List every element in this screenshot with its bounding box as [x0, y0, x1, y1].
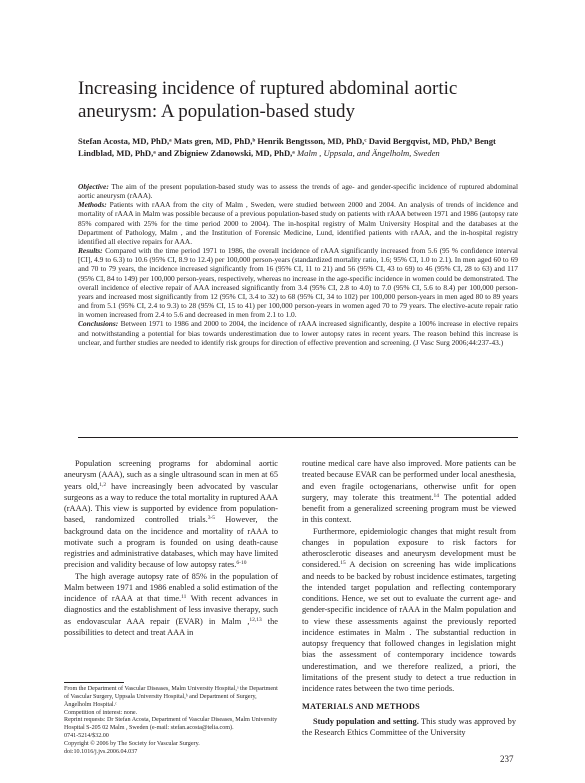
results-label: Results: — [78, 246, 103, 256]
text-run: A decision on screening has wide implications and needs to be backed by robust incidence estimates, targeting the intended target population and reflecting contemporary conditions. Hence, we set out to evaluate the current age- and gender-specific incidence of rAAA in the Malm population and to view these assessments against the previously reported incidence estimates in Malm . The substantial reduction in autopsy frequency that followed changes in legislation might bias the assessment of contemporary incidence towards underestimation, and we therefore realized, a priori, the limitations of the present study to detect a true reduction in incidence rates between the two time periods. — [302, 560, 516, 693]
text-run: With recent advances in diagnostics and the establishment of less invasive therapy, such as endovascular AAA repair (EVAR) in Malm , — [64, 594, 278, 626]
author-affiliations: Malm , Uppsala, and Ängelholm, Sweden — [296, 147, 440, 158]
footnotes — [64, 686, 278, 757]
text-run: routine medical care have also improved. More patients can be treated because EVAR can be performed under local anesthesia, and even fragile octogenarians, otherwise unfit for open surgery, may tolerate this treatment. — [302, 459, 516, 502]
intro-paragraph-1 — [64, 458, 278, 571]
text-run: Population screening programs for abdominal aortic aneurysm (AAA), such as a single ultrasound scan in men at 65 years old, — [64, 459, 278, 491]
footnote-copyright: Copyright © 2006 by The Society for Vascular Surgery. — [64, 740, 200, 747]
text-run: The high average autopsy rate of 85% in the population of Malm between 1971 and 1986 enabled a solid estimation of the incidence of rAAA at that time. — [64, 571, 278, 603]
objective-text: The aim of the present population-based study was to assess the trends of age- and gender-specific incidence of ruptured abdominal aortic aneurysm (rAAA). — [78, 182, 519, 201]
citation: 11 — [181, 594, 187, 600]
abstract-conclusions — [78, 319, 518, 346]
citation: 1,2 — [99, 481, 107, 488]
intro-paragraph-2 — [64, 571, 278, 639]
intro-paragraph-4 — [302, 526, 516, 695]
intro-paragraph-3 — [302, 458, 516, 526]
methods-label: Methods: — [78, 200, 107, 210]
text-run: The potential added benefit from a generalized screening program must be viewed in this context. — [302, 492, 516, 525]
run-in-heading: Study population and setting. — [313, 716, 419, 726]
text-run: This study was approved by the Research Ethics Committee of the University — [302, 716, 516, 737]
citation: 12,13 — [249, 616, 262, 623]
footnote-reprint: Reprint requests: Dr Stefan Acosta, Department of Vascular Diseases, Malm University Hospital S-205 02 Malm , Sweden (e-mail: stefan.acosta@telia.com). — [64, 717, 278, 732]
footnote-doi: doi:10.1016/j.jvs.2006.04.037 — [64, 748, 138, 755]
abstract-methods — [78, 200, 518, 246]
body-column-right — [302, 458, 516, 738]
citation: 6-10 — [236, 560, 247, 567]
footnote-competition: Competition of interest: none. — [64, 709, 138, 716]
abstract — [78, 182, 518, 347]
author-list — [78, 136, 518, 159]
objective-label: Objective: — [78, 182, 109, 191]
results-text: Compared with the time period 1971 to 1986, the overall incidence of rAAA significantly increased from 5.6 (95 % confidence interval [CI], 4.9 to 6.3) to 10.6 (95% CI, 8.9 to 12.4) per 100,000 person-years (standardized mortality ratio, 1.6; 95% CI, 1.0 to 2.1). In men aged 60 to 69 and 70 to 79 years, the incidence increased significantly from 16 (95% CI, 11 to 21) and 56 (95% CI, 43 to 69) to 46 (95% CI, 28 to 63) and 117 (95% CI, 84 to 149) per 100,000 person-years, respectively, whereas no increase in the age-specific incidence in women could be demonstrated. The overall incidence of elective repair of AAA increased significantly from 3.4 (95% CI, 2.8 to 4.0) to 7.0 (95% CI, 5.6 to 8.4) per 100,000 person-years and increased most significantly from 12 (95% CI, 3.4 to 32) to 68 (95% CI, 34 to 102) per 100,000 person-years in men aged 80 to 89 years and from 5.1 (95% CI, 2.4 to 9.3) to 28 (95% CI, 15 to 41) per 100,000 person-years in women aged 70 to 79 years. The elective-acute repair ratio in women increased from 2.4 to 5.6 and decreased in men from 2.1 to 1.0. — [78, 246, 518, 320]
text-run: However, the background data on the incidence and mortality of rAAA to motivate such a program is founded on using death-cause registries and administrative databases, which may have limited precision and validity because of low autopsy rates. — [64, 515, 278, 570]
conclusions-text: Between 1971 to 1986 and 2000 to 2004, the incidence of rAAA increased significantly, despite a 100% increase in elective repairs and notwithstanding a potential for bias towards underestimation due to lower autopsy rates in recent years. The reason behind this increase is unclear, and further studies are needed to identify risk groups for direction of effective prevention and screening. (J Vasc Surg 2006;44:237-43.) — [78, 319, 518, 347]
text-run: the possibilities to detect and treat AAA in — [64, 616, 278, 637]
body-column-left — [64, 458, 278, 638]
footnote-issn: 0741-5214/$32.00 — [64, 733, 109, 740]
methods-text: Patients with rAAA from the city of Malm , Sweden, were studied between 2000 and 2004. An analysis of trends of incidence and mortality of rAAA in Malm was possible because of a previous population-based study on patients with rAAA between 1971 and 1986 (autopsy rate 85% compared with 25% for the time period 2000 to 2004). The in-hospital registry of Malm University Hospital and the databases at the Department of Pathology, Malm , and the Institution of Forensic Medicine, Lund, identified patients with rAAA, and the in-hospital registry identified all elective repairs for AAA. — [78, 200, 518, 246]
author-names: Stefan Acosta, MD, PhD,ᵃ Mats gren, MD, PhD,ᵇ Henrik Bengtsson, MD, PhD,ᶜ David Bergqvist, MD, PhD,ᵇ Bengt Lindblad, MD, PhD,ᵃ and Zbigniew Zdanowski, MD, PhD,ᵃ — [78, 136, 496, 158]
abstract-divider — [78, 437, 518, 438]
abstract-results — [78, 246, 518, 319]
footnote-divider — [64, 682, 124, 683]
text-run: Furthermore, epidemiologic changes that might result from changes in population exposure to risk factors for atherosclerotic diseases and aneurysm development must be considered. — [302, 526, 516, 570]
article-title: Increasing incidence of ruptured abdominal aortic aneurysm: A population-based study — [78, 78, 458, 122]
footnote-affiliation: From the Department of Vascular Diseases, Malm University Hospital,ᵃ the Department of Vascular Surgery, Uppsala University Hospital,ᵇ and Department of Surgery, Ängelholm Hospital.ᶜ — [64, 686, 278, 708]
abstract-objective — [78, 182, 518, 200]
section-heading-methods: MATERIALS AND METHODS — [302, 702, 420, 712]
citation: 15 — [340, 560, 346, 567]
methods-paragraph-1 — [302, 716, 516, 739]
page-number: 237 — [500, 754, 514, 764]
text-run: have increasingly been advocated by vascular surgeons as a way to reduce the total mortality in ruptured AAA (rAAA). This view is supported by evidence from population-based, randomized controlled trials. — [64, 481, 278, 525]
conclusions-label: Conclusions: — [78, 319, 119, 329]
citation: 14 — [433, 492, 440, 499]
citation: 3-5 — [207, 515, 216, 522]
